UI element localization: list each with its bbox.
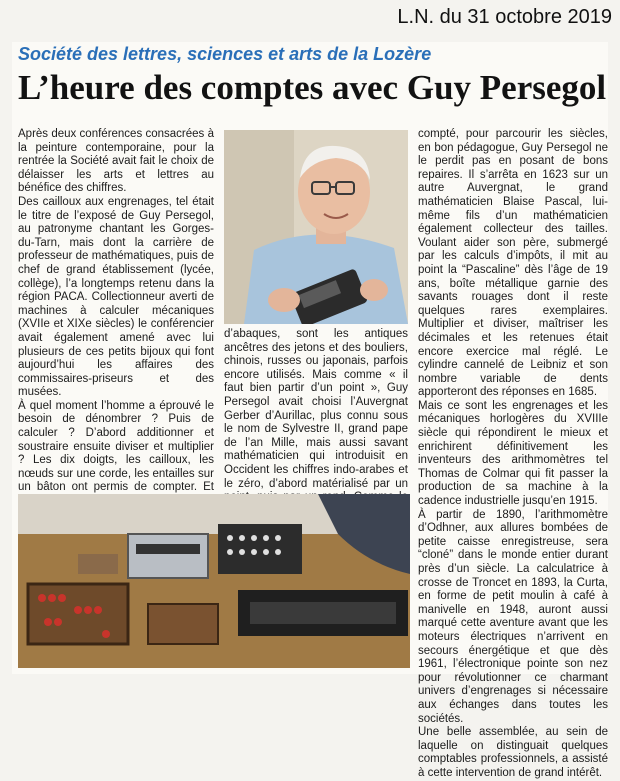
paragraph: Des cailloux aux engrenages, tel était le titre de l’exposé de Guy Persegol, au patronyme chantant les Gorges-du-Tarn, mais dont la carrière de professeur de mathématiques, puis de chef de grand établissement (lycée, collège), l’a longtemps retenu dans la région PACA. Collectionneur averti de machines à calculer mécaniques (XVIIe et XIXe siècles) le conférencier avait également amené avec lui plusieurs de ces petits bijoux qui font aujourd’hui les affaires des commissaires-priseurs et des musées.: [18, 195, 214, 399]
paragraph: d’abaques, sont les antiques ancêtres des jetons et des bouliers, chinois, russes ou japonais, parfois encore utilisés. Mais comme « il faut bien partir d’un point », Guy Persegol avait choisi l’Auvergnat Gerber d’Aurillac, plus connu sous le nom de Sylvestre II, grand pape de l’an Mille, mais aussi savant mathématicien qui introduisit en Occident les chiffres indo-arabes et le zéro, d’abord matérialisé par un: [224, 328, 408, 490]
article-headline: L’heure des comptes avec Guy Persegol: [18, 68, 607, 107]
paragraph: À quel moment l’homme a éprouvé le besoin de dénombrer ? Puis de calculer ? D’abord additionner et soustraire ensuite diviser et multiplier ? Les dix doigts, les cailloux, les nœuds sur une corde, les entailles sur un bâton ont permis de compter. Et: [18, 399, 214, 494]
speaker-photo-illustration: [224, 130, 408, 324]
article-column-2: [224, 328, 408, 518]
newspaper-source-date: L.N. du 31 octobre 2019: [397, 6, 612, 28]
paragraph: À partir de 1890, l’arithmomètre d’Odhner, aux allures bombées de petite caisse enregistreuse, sera “cloné” dans le monde entier durant près d’un siècle. La calculatrice à crosse de Troncet en 1893, la Curta, en forme de petit moulin à café à manivelle en 1948, auront aussi marqué cette aventure avant que les moteurs électriques n’arrivent en secours énergétique et que dès 1961, l’électronique pointe son nez pour révolutionner ce charmant univers d’engrenages si nécessaire aux échanges dans toutes les sociétés.: [418, 508, 608, 725]
speaker-photo: [224, 130, 408, 324]
article-kicker: Société des lettres, sciences et arts de la Lozère: [18, 44, 432, 64]
article-clipping: [12, 42, 608, 779]
paragraph: Après deux conférences consacrées à la peinture contemporaine, pour la rentrée la Société avait fait le choix de délaisser les arts et lettres au bénéfice des chiffres.: [18, 128, 214, 195]
article-column-1: [18, 128, 214, 536]
paragraph: Une belle assemblée, au sein de laquelle on distinguait quelques comptables professionnels, a assisté à cette intervention de grand intérêt.: [418, 726, 608, 779]
paragraph: compté, pour parcourir les siècles, en bon pédagogue, Guy Persegol ne le perdit pas en posant de bons repaires. Il s’arrêta en 1623 sur un autre Auvergnat, le grand mathématicien Blaise Pascal, lui-même fils d’un mathématicien également collecteur des tailles. Voulant aider son père, submergé par les calculs d’impôts, il mit au point la “Pascaline” dès l’âge de 19 ans, boîte métallique garnie des savants rouages dont il reste quelques rares exemplaires. Multiplier et diviser, maîtriser les décimales et les retenues était encore exercice mal réglé. Le cylindre cannelé de Leibniz et son nombre variable de dents apporteront des réponses en 1685.: [418, 128, 608, 399]
calculating-machines-illustration: [18, 494, 410, 668]
paragraph: Mais ce sont les engrenages et les mécaniques horlogères du XVIIIe siècle qui répondirent le mieux et enrichirent définitivement les inventeurs des arithmomètres tel Thomas de Colmar qui fit passer la production de sa machine à la cadence industrielle jusqu’en 1915.: [418, 399, 608, 508]
article-column-3: [418, 128, 608, 781]
calculating-machines-photo: [18, 494, 410, 668]
